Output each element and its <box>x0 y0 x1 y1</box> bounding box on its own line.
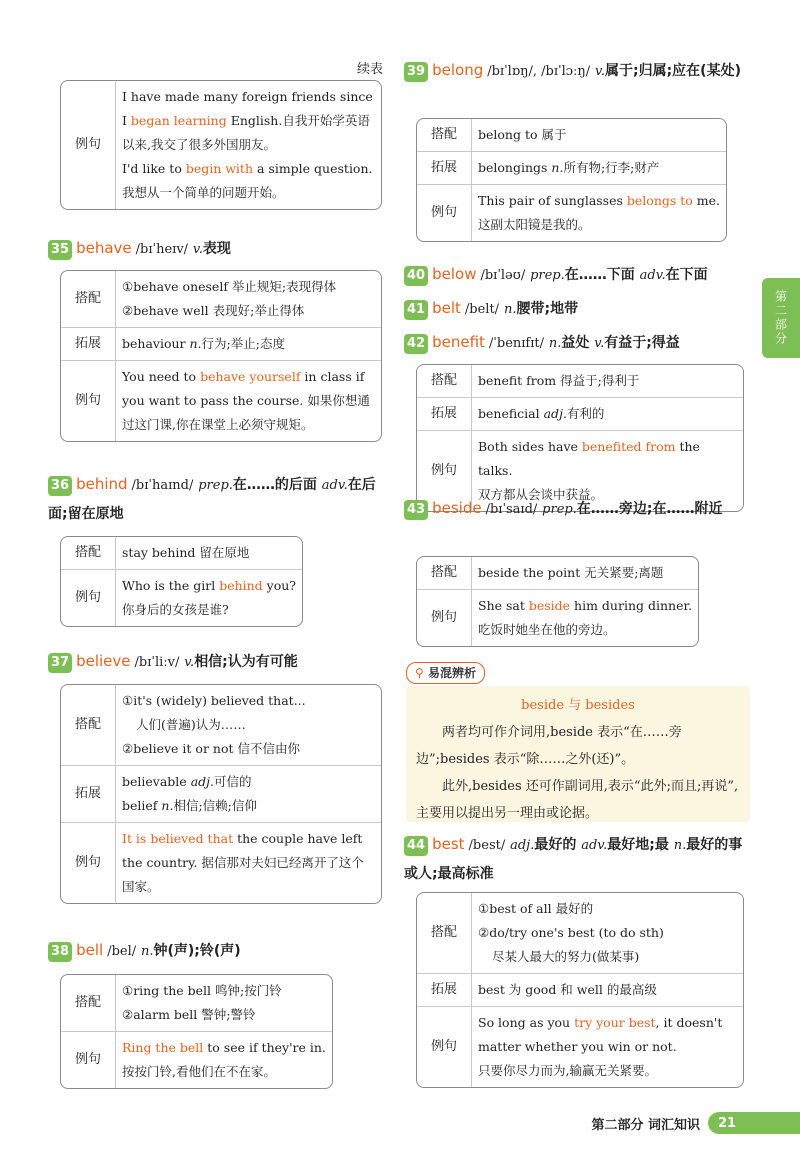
tip-title: beside 与 besides <box>521 698 635 713</box>
example-text: You need to <box>122 369 201 384</box>
derived-word: behaviour <box>122 336 190 351</box>
entry-number: 41 <box>404 300 428 320</box>
collocation-row <box>417 557 698 590</box>
entry-35-heading <box>48 234 388 264</box>
example-row <box>417 590 698 646</box>
collocation-row <box>417 893 743 974</box>
tip-body <box>406 686 750 822</box>
entry-37-heading <box>48 647 388 677</box>
phonetic: /ˈbenɪfɪt/ <box>488 336 544 351</box>
highlight-phrase: belongs to <box>626 193 693 208</box>
entry-39-table <box>416 118 727 242</box>
collocation-row <box>61 537 302 570</box>
part-of-speech: n. <box>548 336 562 351</box>
collocation: ①best of all 最好的 <box>478 901 594 916</box>
derived-word: belongings <box>478 160 552 175</box>
collocation-cell <box>472 893 743 974</box>
part-of-speech: prep. <box>542 502 577 517</box>
part-of-speech: n. <box>161 798 174 813</box>
example-translation: 按按门铃,看他们在不在家。 <box>122 1064 276 1079</box>
part-of-speech: adv. <box>321 478 348 493</box>
extension-cell <box>472 152 726 185</box>
part-of-speech: n. <box>189 336 202 351</box>
entry-number: 39 <box>404 62 428 82</box>
row-label: 例句 <box>61 81 116 209</box>
example-text: So long as you <box>478 1015 575 1030</box>
entry-36-heading <box>48 470 388 528</box>
phonetic: /bɪˈheɪv/ <box>135 242 189 257</box>
example-text: the talks. <box>478 439 700 478</box>
row-label: 例句 <box>61 823 116 903</box>
row-label: 拓展 <box>417 398 472 431</box>
example-text: me. <box>692 193 721 208</box>
example-text: This pair of sunglasses <box>478 193 627 208</box>
headword: benefit <box>432 333 485 351</box>
highlight-phrase: behind <box>219 578 263 593</box>
example-cell <box>116 1032 332 1088</box>
entry-43-table <box>416 556 699 647</box>
phonetic: /belt/ <box>464 302 500 317</box>
collocation-row <box>61 975 332 1032</box>
entry-number: 35 <box>48 240 72 260</box>
example-cell <box>116 570 302 626</box>
derived-word: believable <box>122 774 191 789</box>
meaning: 在后面;留在原地 <box>48 477 376 522</box>
collocation-row <box>417 365 743 398</box>
phonetic: /bel/ <box>107 944 137 959</box>
part-of-speech: v. <box>192 242 203 257</box>
part-of-speech: n. <box>503 302 517 317</box>
meaning: 最好的事或人;最高标准 <box>404 837 743 882</box>
highlight-phrase: try your best <box>574 1015 656 1030</box>
part-of-speech: adj. <box>543 406 567 421</box>
meaning: 最好地;最 <box>607 837 669 853</box>
entry-number: 36 <box>48 476 72 496</box>
phonetic: /bɪˈsaɪd/ <box>485 502 538 517</box>
part-of-speech: prep. <box>198 478 233 493</box>
collocation-cell <box>116 685 381 766</box>
collocation-cell <box>116 271 381 328</box>
row-label: 搭配 <box>417 893 472 974</box>
part-of-speech: adj. <box>510 838 535 853</box>
entry-40-heading <box>404 260 750 290</box>
collocation-row <box>417 119 726 152</box>
meaning: 在……旁边;在……附近 <box>576 501 723 517</box>
extension-row <box>61 328 381 361</box>
example-text: the couple have left the country. 据信那对夫妇已经离开了这个国家。 <box>122 831 364 894</box>
example-text: Who is the girl <box>122 578 220 593</box>
collocation: ①it's (widely) believed that... <box>122 693 306 708</box>
headword: belt <box>432 299 461 317</box>
entry-42-heading <box>404 328 750 358</box>
entry-44-heading <box>404 830 750 888</box>
example-row <box>61 1032 332 1088</box>
meaning: 相信;认为有可能 <box>194 654 298 670</box>
meaning: 钟(声);铃(声) <box>153 943 241 959</box>
entry-number: 40 <box>404 266 428 286</box>
part-of-speech: prep. <box>530 268 565 283</box>
row-label: 搭配 <box>417 557 472 590</box>
meaning: 相信;信赖;信仰 <box>173 798 257 813</box>
example-text: a simple question. <box>253 161 373 176</box>
row-label: 例句 <box>417 590 472 646</box>
entry-number: 44 <box>404 836 428 856</box>
extension-row <box>417 974 743 1007</box>
entry-35-table <box>60 270 382 442</box>
row-label: 例句 <box>417 1007 472 1087</box>
example-translation: 这副太阳镜是我的。 <box>478 217 591 232</box>
footer-section: 第二部分 词汇知识 <box>591 1117 700 1133</box>
collocation: ②do/try one's best (to do sth) <box>478 925 664 940</box>
continued-label: 续表 <box>356 62 383 77</box>
headword: behave <box>76 239 132 257</box>
collocation-translation: 尽某人最大的努力(做某事) <box>492 949 640 964</box>
example-cell <box>116 81 381 209</box>
collocation: stay behind 留在原地 <box>116 537 302 570</box>
tip-paragraph: 两者均可作介词用,beside 表示“在……旁边”;besides 表示“除……之外(还)”。 <box>416 725 682 767</box>
highlight-phrase: Ring the bell <box>122 1040 204 1055</box>
confusable-tip <box>406 662 750 822</box>
meaning: 可信的 <box>214 774 252 789</box>
headword: beside <box>432 499 482 517</box>
tip-tag <box>406 662 485 684</box>
example-cell <box>472 185 726 241</box>
part-of-speech: adv. <box>581 838 608 853</box>
row-label: 拓展 <box>417 152 472 185</box>
collocation-row <box>61 271 381 328</box>
meaning: 在……的后面 <box>232 477 317 493</box>
part-of-speech: v. <box>594 336 605 351</box>
entry-38-table <box>60 974 333 1089</box>
tip-paragraph: 此外,besides 还可作副词用,表示“此外;而且;再说”,主要用以提出另一理由或论据。 <box>416 779 739 821</box>
entry-42-table <box>416 364 744 512</box>
part-of-speech: v. <box>184 655 195 670</box>
example-translation: 只要你尽力而为,输赢无关紧要。 <box>478 1063 657 1078</box>
collocation: ②alarm bell 警钟;警铃 <box>122 1007 256 1022</box>
row-label: 搭配 <box>61 537 116 570</box>
collocation: benefit from 得益于;得利于 <box>472 365 743 398</box>
part-of-speech: adj. <box>190 774 214 789</box>
example-text: She sat <box>478 598 529 613</box>
extension-row <box>417 398 743 431</box>
example-row <box>417 185 726 241</box>
meaning: 属于;归属;应在(某处) <box>604 63 741 79</box>
section-side-tab: 第二部分 <box>762 278 800 358</box>
meaning: 行为;举止;态度 <box>201 336 285 351</box>
part-of-speech: adv. <box>639 268 666 283</box>
entry-44-table <box>416 892 744 1088</box>
phonetic: /bɪˈhaɪnd/ <box>131 478 194 493</box>
row-label: 拓展 <box>417 974 472 1007</box>
extension-text: best 为 good 和 well 的最高级 <box>472 974 743 1007</box>
phonetic: /bɪˈlɒŋ/, /bɪˈlɔːŋ/ <box>487 64 591 79</box>
phonetic: /bɪˈləʊ/ <box>480 268 526 283</box>
derived-word: beneficial <box>478 406 544 421</box>
meaning: 所有物;行李;财产 <box>563 160 660 175</box>
extension-cell <box>116 328 381 361</box>
meaning: 有益于;得益 <box>604 335 680 351</box>
collocation: ①ring the bell 鸣钟;按门铃 <box>122 983 282 998</box>
example-row <box>61 81 381 209</box>
example-row <box>61 570 302 626</box>
entry-41-heading <box>404 294 750 324</box>
extension-cell <box>116 766 381 823</box>
entry-number: 43 <box>404 500 428 520</box>
row-label: 例句 <box>417 431 472 511</box>
collocation: ②behave well 表现好;举止得体 <box>122 303 305 318</box>
row-label: 拓展 <box>61 766 116 823</box>
headword: belong <box>432 61 484 79</box>
headword: behind <box>76 475 128 493</box>
example-text: in class if you want to pass the course. 如果你想通过这门课,你在课堂上必须守规矩。 <box>122 369 370 432</box>
headword: bell <box>76 941 104 959</box>
row-label: 拓展 <box>61 328 116 361</box>
collocation-cell <box>116 975 332 1032</box>
part-of-speech: n. <box>551 160 564 175</box>
row-label: 搭配 <box>61 975 116 1032</box>
entry-number: 37 <box>48 653 72 673</box>
meaning: 表现 <box>202 241 231 257</box>
entry-number: 38 <box>48 942 72 962</box>
example-text: you? <box>262 578 297 593</box>
derived-word: belief <box>122 798 162 813</box>
row-label: 搭配 <box>61 685 116 766</box>
entry-37-table <box>60 684 382 904</box>
example-cell <box>116 361 381 441</box>
phonetic: /best/ <box>468 838 506 853</box>
example-row <box>61 361 381 441</box>
collocation: beside the point 无关紧要;离题 <box>472 557 698 590</box>
entry-number: 42 <box>404 334 428 354</box>
example-translation: 双方都从会谈中获益。 <box>478 487 604 502</box>
entry-39-heading <box>404 56 750 86</box>
highlight-phrase: beside <box>528 598 571 613</box>
highlight-phrase: benefited from <box>581 439 676 454</box>
example-text: I'd like to <box>122 161 186 176</box>
example-row <box>61 823 381 903</box>
page-number: 21 <box>708 1112 800 1134</box>
highlight-phrase: begin with <box>185 161 254 176</box>
meaning: 益处 <box>561 335 590 351</box>
row-label: 例句 <box>417 185 472 241</box>
entry-36-table <box>60 536 303 627</box>
collocation: ②believe it or not 信不信由你 <box>122 741 300 756</box>
collocation-row <box>61 685 381 766</box>
tip-tag-label: 易混辨析 <box>427 666 476 680</box>
entry-38-heading <box>48 936 388 966</box>
headword: below <box>432 265 477 283</box>
extension-cell <box>472 398 743 431</box>
row-label: 例句 <box>61 361 116 441</box>
example-text: I have made many foreign friends since I <box>122 89 373 128</box>
collocation: ①behave oneself 举止规矩;表现得体 <box>122 279 337 294</box>
example-text: English.自我开始学英语以来,我交了很多外国朋友。 <box>122 113 370 152</box>
meaning: 有利的 <box>566 406 605 421</box>
meaning: 在下面 <box>665 267 708 283</box>
example-text: , it doesn't matter whether you win or not. <box>478 1015 723 1054</box>
highlight-phrase: began learning <box>130 113 227 128</box>
extension-row <box>61 766 381 823</box>
part-of-speech: n. <box>141 944 154 959</box>
row-label: 搭配 <box>417 119 472 152</box>
page-footer <box>591 1110 800 1136</box>
entry-34-table <box>60 80 382 210</box>
example-text: to see if they're in. <box>203 1040 326 1055</box>
collocation-translation: 人们(普遍)认为…… <box>136 717 246 732</box>
row-label: 例句 <box>61 1032 116 1088</box>
row-label: 例句 <box>61 570 116 626</box>
headword: believe <box>76 652 131 670</box>
example-cell <box>472 590 698 646</box>
example-text: him during dinner. <box>570 598 693 613</box>
extension-row <box>417 152 726 185</box>
collocation: belong to 属于 <box>472 119 726 152</box>
phonetic: /bɪˈliːv/ <box>134 655 180 670</box>
example-translation: 吃饭时她坐在他的旁边。 <box>478 622 616 637</box>
meaning: 腰带;地带 <box>516 301 579 317</box>
example-translation: 你身后的女孩是谁? <box>122 602 229 617</box>
part-of-speech: n. <box>673 838 687 853</box>
example-text: Both sides have <box>478 439 582 454</box>
example-cell <box>472 1007 743 1087</box>
row-label: 搭配 <box>61 271 116 328</box>
part-of-speech: v. <box>595 64 605 79</box>
headword: best <box>432 835 465 853</box>
highlight-phrase: behave yourself <box>200 369 301 384</box>
example-cell <box>116 823 381 903</box>
magnifier-icon: ⚲ <box>415 666 424 680</box>
row-label: 搭配 <box>417 365 472 398</box>
entry-43-heading <box>404 494 750 524</box>
highlight-phrase: It is believed that <box>122 831 234 846</box>
example-row <box>417 1007 743 1087</box>
meaning: 最好的 <box>534 837 577 853</box>
meaning: 在……下面 <box>564 267 635 283</box>
example-translation: 我想从一个简单的问题开始。 <box>122 185 285 200</box>
